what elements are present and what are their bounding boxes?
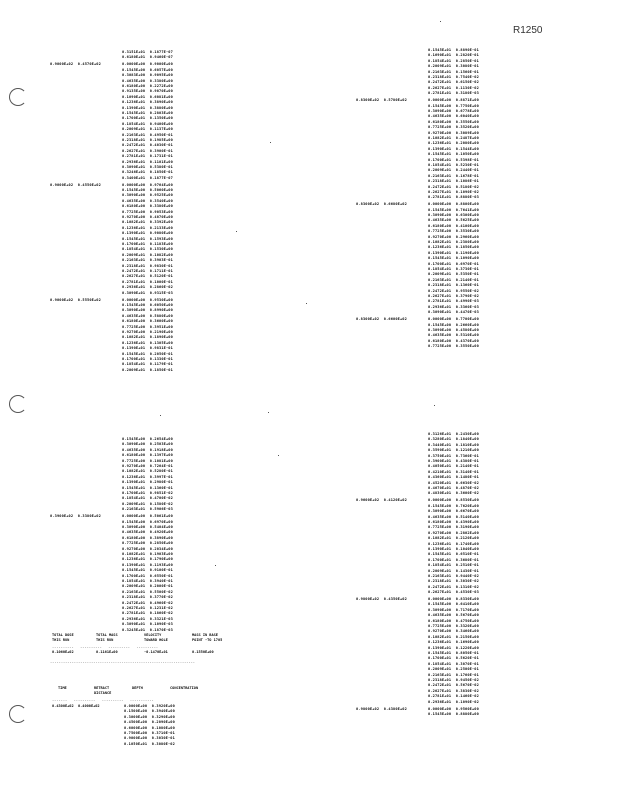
summary-header-mass: TOTAL MASS THIS RUN <box>96 633 118 643</box>
data-row: 0.3090E+00 0.9525E+00 <box>122 193 173 198</box>
data-row: 0.1854E+01 0.3730E-01 <box>428 267 479 271</box>
data-row: 0.1082E+01 0.2487E+00 <box>428 135 479 140</box>
scan-speck <box>278 455 279 456</box>
data-row: 0.4635E+00 0.6040E+00 <box>428 114 479 119</box>
data-row: 0.2627E+01 0.1090E-02 <box>428 189 479 194</box>
data-row: 0.2627E+01 0.1130E-02 <box>428 85 479 90</box>
data-row: 0.4520E+01 0.6630E-02 <box>428 480 479 485</box>
data-row: 0.2781E+01 0.1860E-02 <box>122 611 173 616</box>
group-label: 0.9600E+02 0.4120E+02 <box>356 498 407 503</box>
data-row: 0.1545E+01 0.8890E-01 <box>428 48 479 52</box>
data-row: 0.1854E+01 0.2510E-01 <box>428 563 479 568</box>
deposition-row: 0.1050E+01 0.3080E-02 <box>124 741 175 746</box>
data-row: 0.3090E+00 0.6778E+00 <box>428 108 479 113</box>
data-row: 0.1082E+01 0.5280E-01 <box>122 469 173 474</box>
data-row: 0.2781E+01 0.4990E-03 <box>428 299 479 304</box>
group-label: 0.9000E+02 0.4570E+02 <box>50 62 101 67</box>
data-row: 0.2163E+01 0.1678E-01 <box>428 173 479 178</box>
data-row: 0.1390E+01 0.1193E+00 <box>122 562 173 567</box>
punch-hole-bottom <box>9 705 27 723</box>
data-row: 0.1700E+01 0.1350E+00 <box>122 116 173 121</box>
data-row: 0.7725E+00 0.3951E+00 <box>122 324 173 329</box>
deposition-row-label: 0.4300E+02 0.4000E+02 <box>52 704 100 708</box>
deposition-row: 0.3000E+00 0.3290E+00 <box>124 714 175 719</box>
data-row: 0.2009E+01 0.1137E+00 <box>122 127 173 132</box>
data-row: 0.1545E+00 0.2660E+00 <box>428 322 479 327</box>
data-row: 0.1700E+01 0.3680E-01 <box>428 557 479 562</box>
data-row: 0.7725E+00 0.3520E+00 <box>428 125 479 130</box>
deposition-row: 0.9000E+00 0.3030E-01 <box>124 736 175 741</box>
data-row: 0.0000E+00 0.8871E+00 <box>428 98 479 103</box>
data-row: 0.2936E+01 0.3360E-03 <box>428 304 479 309</box>
group-label: 0.8300E+02 0.6600E+02 <box>356 317 407 322</box>
deposition-header-retract: RETRACT DISTANCE <box>94 686 112 696</box>
scan-speck <box>215 565 216 566</box>
data-row: 0.1082E+01 0.2150E+00 <box>428 634 479 639</box>
data-row: 0.1236E+01 0.1305E+00 <box>122 340 173 345</box>
data-row: 0.0000E+00 0.8800E+00 <box>428 202 479 207</box>
data-row: 0.9270E+00 0.3089E+00 <box>428 130 479 135</box>
data-row: 0.2472E+01 0.5180E-02 <box>428 184 479 189</box>
data-row: 0.2163E+01 0.9440E-02 <box>428 573 479 578</box>
data-row: 0.1390E+01 0.1220E+00 <box>428 645 479 650</box>
data-row: 0.1545E+00 0.6410E+00 <box>428 602 479 607</box>
data-row: 0.0000E+00 0.5061E+00 <box>122 514 173 519</box>
data-row: 0.1700E+01 0.9851E-02 <box>122 491 173 495</box>
data-row: 0.1082E+01 0.2120E+00 <box>428 536 479 541</box>
data-row: 0.3090E+01 0.1090E-03 <box>122 622 173 627</box>
data-row: 0.3090E+01 0.5380E-01 <box>122 164 173 169</box>
data-row: 0.1545E+00 0.7620E+00 <box>428 503 479 508</box>
data-row: 0.2936E+01 0.1090E-02 <box>428 699 479 704</box>
data-row: 0.2009E+01 0.1580E-02 <box>122 501 173 506</box>
deposition-rule: ------- ---------- ---------- ----------- <box>52 698 154 702</box>
summary-header-base: MASS IN BASE POINT -TO 1705 <box>192 633 223 643</box>
data-row: 0.2163E+01 0.1760E-01 <box>428 672 479 677</box>
data-row: 0.1545E+00 0.2654E+00 <box>122 437 173 441</box>
summary-value-mass: 0.1161E+00 <box>96 650 118 654</box>
data-row: 0.1090E+01 0.6081E+00 <box>122 94 173 99</box>
group-label: 0.9800E+02 0.4350E+02 <box>356 597 407 601</box>
deposition-row: 0.0000E+00 0.3920E+00 <box>124 704 175 708</box>
data-row: 0.1390E+01 0.9080E+00 <box>122 231 173 236</box>
data-row: 0.4635E+00 0.5880E+00 <box>122 313 173 318</box>
data-row: 0.9270E+00 0.2190E+00 <box>122 329 173 334</box>
data-row: 0.1545E+01 0.9100E-01 <box>122 568 173 573</box>
data-row: 0.1236E+01 0.3997E-01 <box>122 474 173 479</box>
data-row: 0.3245E+01 0.1870E-03 <box>122 627 173 632</box>
data-row: 0.1545E+00 0.5060E+00 <box>122 188 173 192</box>
deposition-row: 0.1500E+00 0.3940E+00 <box>124 709 175 714</box>
data-row: 0.4210E+01 0.3140E-01 <box>428 469 479 474</box>
summary-rule: ---------- ---------- ---------- ---------- <box>52 645 159 649</box>
data-row: 0.2009E+01 0.2500E-01 <box>428 667 479 672</box>
data-row: 0.2627E+01 0.4530E-03 <box>428 590 479 595</box>
data-row: 0.2163E+01 0.3903E-01 <box>122 258 173 263</box>
scan-speck <box>434 405 435 406</box>
data-row: 0.9270E+00 0.7264E-01 <box>122 464 173 468</box>
data-row: 0.1854E+01 0.4700E-02 <box>122 496 173 501</box>
data-row: 0.1082E+01 0.2380E+00 <box>428 240 479 244</box>
data-row: 0.2163E+01 0.2140E-01 <box>428 277 479 282</box>
data-row: 0.6180E+00 0.1397E+00 <box>122 453 173 458</box>
data-row: 0.1545E+01 0.2803E+00 <box>122 110 173 115</box>
data-row: 0.3090E+00 0.2503E+00 <box>122 442 173 447</box>
page-identifier: R1250 <box>513 25 543 36</box>
data-row: 0.1236E+01 0.3890E+00 <box>122 100 173 105</box>
data-row: 0.3090E+00 0.6300E+00 <box>428 213 479 217</box>
data-row: 0.3090E+01 0.4470E-03 <box>428 310 479 315</box>
data-row: 0.6180E+00 0.2272E+00 <box>122 83 173 88</box>
data-row: 0.1545E+01 0.2050E-01 <box>122 351 173 356</box>
data-row: 0.2472E+01 0.6150E-02 <box>428 80 479 85</box>
data-row: 0.3126E+01 0.2430E+00 <box>428 432 479 436</box>
data-row: 0.4830E+01 0.3600E-02 <box>428 491 479 496</box>
summary-value-dose: 0.1060E+02 <box>52 650 74 654</box>
data-row: 0.0000E+00 0.9530E+00 <box>122 297 173 302</box>
data-row: 0.1390E+01 0.3880E+00 <box>122 105 173 110</box>
data-row: 0.2318E+01 0.9450E-02 <box>428 678 479 682</box>
data-row: 0.3590E+01 0.1210E+00 <box>428 448 479 453</box>
data-row: 0.1854E+01 0.5230E-01 <box>428 162 479 167</box>
data-row: 0.1236E+01 0.1850E+00 <box>428 245 479 250</box>
data-row: 0.2472E+01 0.4030E-01 <box>122 143 173 148</box>
deposition-header-concentration: CONCENTRATION <box>170 686 199 690</box>
data-row: 0.3083E+00 0.9095E+00 <box>122 73 173 78</box>
data-row: 0.2472E+01 0.1711E-01 <box>122 269 173 273</box>
data-row: 0.2627E+01 0.1231E-02 <box>122 605 173 610</box>
data-row: 0.1545E+00 0.7750E+00 <box>428 103 479 108</box>
data-row: 0.9270E+00 0.4070E+00 <box>122 215 173 219</box>
data-row: 0.2009E+01 0.2000E-01 <box>122 584 173 589</box>
data-row: 0.1545E+00 0.6057E+00 <box>122 67 173 72</box>
data-row: 0.1545E+00 0.7641E+00 <box>428 207 479 212</box>
data-row: 0.9270E+00 0.2034E+00 <box>122 546 173 551</box>
data-row: 0.1700E+01 0.5620E-01 <box>428 656 479 661</box>
data-row: 0.2936E+01 0.2860E-02 <box>122 285 173 290</box>
data-row: 0.2163E+01 0.5906E-03 <box>122 507 173 512</box>
data-row: 0.0000E+00 0.9764E+00 <box>122 182 173 187</box>
scan-speck <box>270 142 271 143</box>
data-row: 0.2009E+01 0.1082E+00 <box>122 252 173 257</box>
data-row: 0.4635E+00 0.5625E+00 <box>428 218 479 223</box>
data-row: 0.1545E+00 0.6970E+00 <box>122 519 173 524</box>
data-row: 0.4635E+00 0.5140E+00 <box>428 514 479 519</box>
data-row: 0.0000E+00 0.9560E+00 <box>428 706 479 711</box>
data-row: 0.4635E+00 0.3540E+00 <box>122 198 173 203</box>
data-row: 0.4050E+01 0.2140E-01 <box>428 464 479 469</box>
data-row: 0.2472E+01 0.1310E-02 <box>428 584 479 589</box>
data-row: 0.9270E+00 0.2960E+00 <box>428 234 479 239</box>
data-row: 0.1854E+01 0.1530E+00 <box>122 247 173 252</box>
data-row: 0.2318E+01 0.1360E-01 <box>428 283 479 288</box>
data-row: 0.0000E+00 0.9000E+00 <box>122 62 173 67</box>
data-row: 0.1854E+01 0.2850E-01 <box>428 58 479 63</box>
data-row: 0.2627E+01 0.3790E-02 <box>428 294 479 298</box>
data-row: 0.0000E+00 0.8330E+00 <box>428 597 479 601</box>
data-row: 0.7725E+00 0.9053E+00 <box>122 209 173 214</box>
deposition-header-time: TIME <box>58 686 67 690</box>
data-row: 0.1390E+01 0.1190E+00 <box>428 250 479 255</box>
data-row: 0.2627E+01 0.3900E-01 <box>122 148 173 153</box>
data-row: 0.2318E+01 0.9830E-01 <box>122 263 173 268</box>
data-row: 0.7725E+00 0.3550E+00 <box>428 344 479 349</box>
data-row: 0.7725E+00 0.3530E+00 <box>428 229 479 234</box>
data-row: 0.1700E+01 0.6550E-01 <box>122 573 173 578</box>
data-row: 0.2781E+01 0.1731E-01 <box>122 154 173 159</box>
data-row: 0.1082E+01 0.1890E+00 <box>122 335 173 340</box>
punch-hole-middle <box>9 395 27 413</box>
data-row: 0.7725E+00 0.1081E+00 <box>122 458 173 463</box>
data-row: 0.9135E+00 0.9070E+00 <box>122 89 173 94</box>
data-row: 0.6180E+00 0.3380E+00 <box>122 204 173 209</box>
data-row: 0.2318E+01 0.1086E-01 <box>428 179 479 184</box>
data-row: 0.3400E+01 0.1877E-07 <box>122 175 173 180</box>
scan-speck <box>236 231 237 232</box>
data-row: 0.1390E+01 0.1040E+00 <box>428 546 479 551</box>
summary-table <box>52 633 252 673</box>
data-row: 0.0000E+00 0.8530E+00 <box>428 498 479 503</box>
deposition-row: 0.4500E+00 0.2090E+00 <box>124 720 175 725</box>
summary-separator: ------------------------------------------------------------------- <box>50 660 195 664</box>
data-row: 0.1690E+01 0.2820E-01 <box>428 53 479 58</box>
data-row: 0.1236E+01 0.2080E+00 <box>428 141 479 146</box>
data-row: 0.3900E+01 0.4380E-01 <box>428 459 479 463</box>
group-label: 0.8300E+02 0.5780E+02 <box>356 98 407 103</box>
data-row: 0.6180E+00 0.4390E+00 <box>428 519 479 524</box>
data-row: 0.2163E+01 0.5500E-02 <box>122 589 173 594</box>
data-row: 0.2781E+01 0.8880E-03 <box>428 195 479 200</box>
data-row: 0.1390E+01 0.9831E-01 <box>122 346 173 351</box>
data-row: 0.2009E+01 0.2440E-01 <box>428 168 479 173</box>
deposition-row: 0.6000E+00 0.1080E+00 <box>124 725 175 730</box>
data-row: 0.1545E+01 0.1360E-01 <box>122 485 173 490</box>
data-row: 0.9270E+00 0.2802E+00 <box>428 530 479 535</box>
data-row: 0.2009E+01 0.3080E-01 <box>428 64 479 69</box>
data-row: 0.2472E+01 0.9550E-02 <box>428 288 479 293</box>
data-row: 0.3090E+01 0.9315E-03 <box>122 290 173 295</box>
data-row: 0.1700E+01 0.1330E-01 <box>122 356 173 361</box>
data-row: 0.3280E+01 0.1840E+00 <box>428 437 479 442</box>
summary-header-dose: TOTAL DOSE THIS RUN <box>52 633 74 643</box>
data-row: 0.7725E+00 0.2850E+00 <box>122 541 173 546</box>
group-label: 0.9800E+02 0.4380E+02 <box>356 706 407 711</box>
data-row: 0.1854E+01 0.9400E+00 <box>122 121 173 126</box>
group-label: 0.9000E+02 0.4550E+02 <box>50 182 101 187</box>
data-row: 0.2627E+01 0.5120E-01 <box>122 274 173 279</box>
data-row: 0.2781E+01 0.1000E-01 <box>122 279 173 284</box>
data-row: 0.2318E+01 0.1985E+00 <box>122 137 173 142</box>
data-row: 0.2318E+01 0.3030E-02 <box>428 579 479 584</box>
deposition-row: 0.7500E+00 0.3710E-01 <box>124 731 175 735</box>
data-row: 0.1545E+01 0.1090E+00 <box>428 256 479 261</box>
data-row: 0.2627E+01 0.3830E-02 <box>428 688 479 693</box>
data-row: 0.4670E+01 0.4870E-02 <box>428 486 479 490</box>
group-label: 0.3900E+02 0.3380E+02 <box>50 514 101 519</box>
data-row: 0.1545E+00 0.6050E+00 <box>122 302 173 307</box>
data-row: 0.2163E+01 0.1560E-01 <box>428 69 479 74</box>
data-row: 0.1236E+01 0.1740E+00 <box>428 541 479 546</box>
data-row: 0.1545E+01 0.6510E-01 <box>428 552 479 557</box>
data-row: 0.2009E+01 0.1430E-01 <box>428 568 479 573</box>
data-row: 0.6180E+00 0.4100E+00 <box>428 223 479 228</box>
deposition-header-depth: DEPTH <box>132 686 143 690</box>
data-row: 0.6180E+00 0.3550E+00 <box>428 119 479 124</box>
data-row: 0.4635E+00 0.1918E+00 <box>122 447 173 452</box>
data-row: 0.2318E+01 0.3770E-02 <box>122 595 173 600</box>
data-row: 0.1854E+01 0.1179E-01 <box>122 362 173 367</box>
deposition-table <box>52 686 252 758</box>
group-label: 0.9000E+02 0.5550E+02 <box>50 297 101 302</box>
data-row: 0.6180E+00 0.3890E+00 <box>122 535 173 540</box>
data-row: 0.1854E+01 0.3940E-01 <box>122 578 173 583</box>
data-row: 0.3090E+00 0.4580E+00 <box>428 327 479 332</box>
data-row: 0.1236E+01 0.1790E+00 <box>122 557 173 562</box>
group-label: 0.8300E+02 0.6680E+02 <box>356 202 407 207</box>
data-row: 0.2781E+01 0.1460E-02 <box>428 694 479 699</box>
summary-header-velocity: VELOCITY TOWARD HOLE <box>144 633 168 643</box>
summary-value-velocity: -0.1470E+01 <box>144 650 168 654</box>
scan-speck <box>268 412 269 413</box>
data-row: 0.1854E+01 0.3070E-01 <box>428 661 479 666</box>
data-row: 0.1700E+01 0.6970E-01 <box>428 261 479 266</box>
data-row: 0.3151E+01 0.1877E-07 <box>122 50 173 54</box>
data-row: 0.1700E+01 0.5398E-01 <box>428 157 479 162</box>
data-row: 0.9270E+00 0.3460E+00 <box>428 629 479 634</box>
data-row: 0.0000E+00 0.7700E+00 <box>428 317 479 322</box>
data-row: 0.2009E+01 0.5350E-01 <box>428 272 479 277</box>
data-row: 0.7725E+00 0.3320E+00 <box>428 624 479 628</box>
data-row: 0.6180E+00 0.4370E+00 <box>428 338 479 343</box>
data-row: 0.4635E+00 0.5310E+00 <box>428 333 479 338</box>
data-row: 0.2009E+01 0.1850E-01 <box>122 367 173 372</box>
data-row: 0.2163E+01 0.4950E-01 <box>122 132 173 137</box>
data-row: 0.3090E+00 0.7170E+00 <box>428 607 479 612</box>
data-row: 0.1390E+01 0.1544E+00 <box>428 146 479 151</box>
data-row: 0.1700E+01 0.1183E+00 <box>122 242 173 246</box>
data-row: 0.1082E+01 0.3392E+00 <box>122 220 173 225</box>
data-row: 0.2318E+01 0.7540E-02 <box>428 75 479 79</box>
data-row: 0.1390E+01 0.2980E-01 <box>122 480 173 485</box>
data-row: 0.1545E+01 0.8050E-01 <box>428 651 479 655</box>
scan-speck <box>306 303 307 304</box>
data-row: 0.2472E+01 0.5670E-02 <box>428 683 479 688</box>
data-row: 0.4360E+01 0.1480E-01 <box>428 475 479 480</box>
data-row: 0.3090E+00 0.6670E+00 <box>428 509 479 514</box>
data-row: 0.3440E+01 0.1810E+00 <box>428 442 479 447</box>
data-row: 0.1236E+01 0.2133E+00 <box>122 225 173 230</box>
data-row: 0.7725E+00 0.3190E+00 <box>428 525 479 530</box>
data-row: 0.3246E+01 0.1850E-01 <box>122 170 173 175</box>
data-row: 0.1236E+01 0.1690E+00 <box>428 640 479 645</box>
data-row: 0.4635E+00 0.5670E+00 <box>428 613 479 618</box>
data-row: 0.1545E+01 0.1050E+00 <box>428 152 479 157</box>
scan-speck <box>160 415 161 416</box>
punch-hole-top <box>9 88 27 106</box>
data-row: 0.3090E+00 0.5404E+00 <box>122 524 173 529</box>
data-row: 0.2472E+01 0.4960E-02 <box>122 600 173 605</box>
data-row: 0.1082E+01 0.1903E+00 <box>122 551 173 556</box>
data-row: 0.6180E+00 0.3600E+00 <box>122 319 173 324</box>
data-row: 0.3750E+01 0.7360E-01 <box>428 453 479 458</box>
data-row: 0.4635E+00 0.3380E+00 <box>122 78 173 83</box>
data-row: 0.2936E+01 0.1101E+00 <box>122 159 173 164</box>
data-row: 0.4635E+00 0.4920E+00 <box>122 530 173 535</box>
data-row: 0.6180E+01 0.9460E-07 <box>122 55 173 60</box>
data-row: 0.3090E+00 0.8990E+00 <box>122 308 173 313</box>
data-row: 0.2781E+01 0.3180E-03 <box>428 91 479 96</box>
summary-value-base: 0.1550E+00 <box>192 650 214 654</box>
data-row: 0.6180E+00 0.4750E+00 <box>428 618 479 623</box>
data-row: 0.1545E+01 0.1593E+00 <box>122 236 173 241</box>
data-row: 0.1545E+00 0.8880E+00 <box>428 711 479 716</box>
scan-speck <box>440 21 441 22</box>
data-row: 0.2936E+01 0.3321E-03 <box>122 616 173 621</box>
